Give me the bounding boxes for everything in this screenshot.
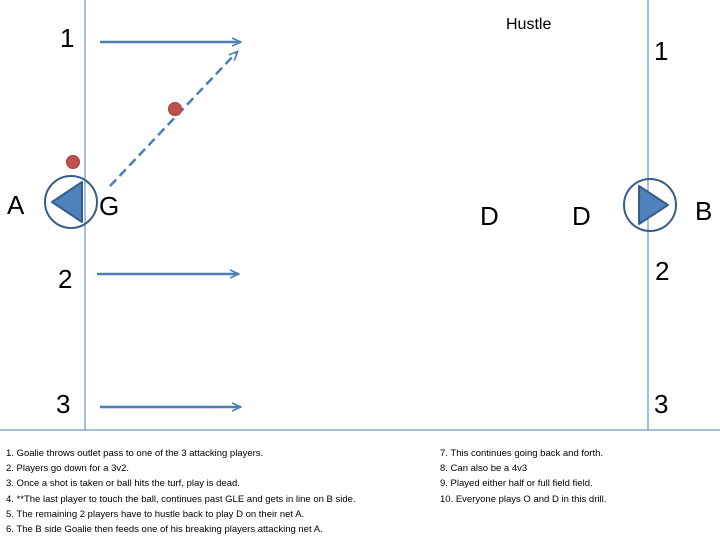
note-line: 9. Played either half or full field field. [440,478,593,490]
outlet-pass-arrow [110,52,237,186]
note-line: 5. The remaining 2 players have to hustle back to play D on their net A. [6,508,305,520]
player-label-left-1: 1 [60,23,75,53]
goal-a-net-icon [52,182,82,222]
ball-goalie [67,156,80,169]
drill-title: Hustle [506,16,552,33]
note-line: 1. Goalie throws outlet pass to one of the 3 attacking players. [6,448,264,459]
drill-notes-left [6,446,356,537]
note-line: 10. Everyone plays O and D in this drill. [440,493,607,505]
drill-notes-right [440,446,606,507]
goal-b-net-icon [639,186,668,224]
player-label-right-2: 2 [655,256,670,286]
note-line: 7. This continues going back and forth. [440,448,604,459]
defender-label-1: D [480,201,499,231]
goal-a-label: A [7,190,25,220]
note-line: 4. **The last player to touch the ball, continues past GLE and gets in line on B side. [6,493,356,505]
goal-b-label: B [695,196,713,226]
player-label-left-3: 3 [56,389,71,419]
note-line: 8. Can also be a 4v3 [440,463,528,475]
player-label-left-2: 2 [58,264,73,294]
note-line: 6. The B side Goalie then feeds one of his breaking players attacking net A. [6,523,323,535]
goalie-label: G [99,191,120,221]
defender-label-2: D [572,201,591,231]
note-line: 3. Once a shot is taken or ball hits the turf, play is dead. [6,478,240,490]
ball-pass [169,103,182,116]
player-label-right-3: 3 [654,389,669,419]
note-line: 2. Players go down for a 3v2. [6,463,130,475]
player-label-right-1: 1 [654,36,669,66]
